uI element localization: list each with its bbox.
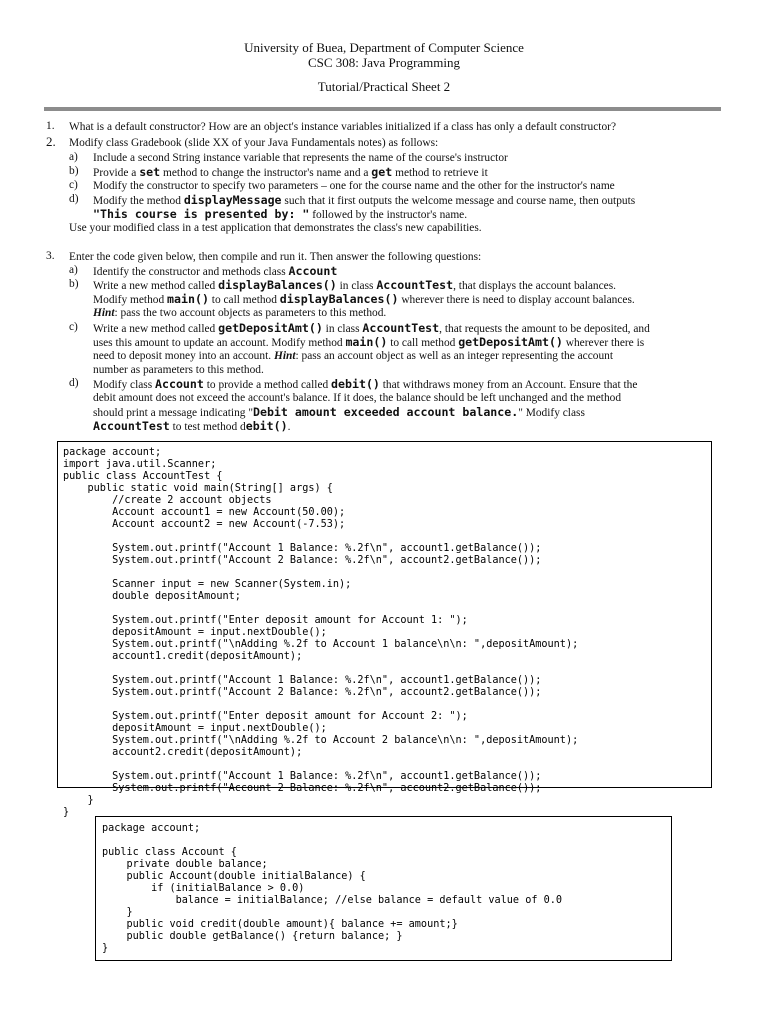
q2b-text: Provide a set method to change the instructor's name and a get method to retrieve it [93, 165, 488, 179]
q2d-text-2: "This course is presented by: " followed by the instructor's name. [93, 207, 468, 221]
q3d-text-4: AccountTest to test method debit(). [93, 419, 291, 433]
q3c-text-2: uses this amount to update an account. Modify method main() to call method getDepositAmt() wherever there is [93, 335, 645, 349]
q3-text: Enter the code given below, then compile and run it. Then answer the following questions: [69, 251, 482, 263]
q2-text: Modify class Gradebook (slide XX of your Java Fundamentals notes) as follows: [69, 137, 439, 149]
q1-number: 1. [46, 120, 55, 132]
q3c-label: c) [69, 321, 78, 333]
q3c-text: Write a new method called getDepositAmt() in class AccountTest, that requests the amount to be deposited, and [93, 321, 650, 335]
q1-text: What is a default constructor? How are an object's instance variables initialized if a class has only a default constructor? [69, 121, 617, 133]
q3b-text: Write a new method called displayBalances() in class AccountTest, that displays the account balances. [93, 278, 617, 292]
q3b-text-2: Modify method main() to call method displayBalances() wherever there is need to display account balances. [93, 292, 635, 306]
q2c-label: c) [69, 179, 78, 191]
q2a-text: Include a second String instance variable that represents the name of the course's instructor [93, 152, 508, 164]
q3-number: 3. [46, 250, 55, 262]
q2d-text: Modify the method displayMessage such that it first outputs the welcome message and course name, then outputs [93, 193, 636, 207]
q3b-text-3: Hint: pass the two account objects as parameters to this method. [93, 307, 387, 319]
q3c-text-3: need to deposit money into an account. Hint: pass an account object as well as an integer representing the account [93, 350, 614, 362]
q3c-text-4: number as parameters to this method. [93, 364, 264, 376]
course-title: CSC 308: Java Programming [307, 55, 461, 70]
account-code: package account; public class Account { private double balance; public Account(double initialBalance) { if (initialBalance > 0.0) balance = initialBalance; //else balance = default value of 0.0 } public void credit(double amount){ balance += amount;} public double getBalance() {return balance; } } [102, 823, 563, 954]
account-test-code: package account; import java.util.Scanner; public class AccountTest { public static void main(String[] args) { //create 2 account objects Account account1 = new Account(50.00); Account account2 = new Account(-7.53); System.out.printf("Account 1 Balance: %.2f\n", account1.getBalance()); System.out.printf("Account 2 Balance: %.2f\n", account2.getBalance()); Scanner input = new Scanner(System.in); double depositAmount; System.out.printf("Enter deposit amount for Account 1: "); depositAmount = input.nextDouble(); System.out.printf("\nAdding %.2f to Account 1 balance\n\n: ",depositAmount); account1.credit(depositAmount); System.out.printf("Account 1 Balance: %.2f\n", account1.getBalance()); System.out.printf("Account 2 Balance: %.2f\n", account2.getBalance()); System.out.printf("Enter deposit amount for Account 2: "); depositAmount = input.nextDouble(); System.out.printf("\nAdding %.2f to Account 2 balance\n\n: ",depositAmount); account2.credit(depositAmount); System.out.printf("Account 1 Balance: %.2f\n", account1.getBalance()); System.out.printf("Account 2 Balance: %.2f\n", account2.getBalance()); } } [63, 447, 579, 818]
q2d-label: d) [69, 193, 79, 205]
sheet-title: Tutorial/Practical Sheet 2 [317, 79, 451, 94]
q3d-text-3: should print a message indicating "Debit amount exceeded account balance." Modify class [93, 405, 585, 419]
account-code-box [95, 816, 672, 961]
q2-number: 2. [46, 134, 56, 149]
q3a-label: a) [69, 264, 78, 276]
q2c-text: Modify the constructor to specify two parameters – one for the course name and the other for the instructor's name [93, 180, 615, 192]
q3d-label: d) [69, 377, 79, 389]
q3d-text-2: debit amount does not exceed the account's balance. If it does, the balance should be left unchanged and the method [93, 392, 622, 404]
q3a-text: Identify the constructor and methods class Account [93, 264, 338, 278]
account-test-code-box [57, 441, 712, 818]
header-rule [44, 107, 721, 111]
q2-footer: Use your modified class in a test application that demonstrates the class's new capabilities. [69, 222, 482, 234]
q3b-label: b) [69, 278, 79, 290]
q3d-text: Modify class Account to provide a method called debit() that withdraws money from an Account. Ensure that the [93, 377, 638, 391]
university-title: University of Buea, Department of Computer Science [244, 40, 524, 55]
q2a-label: a) [69, 151, 78, 163]
q2b-label: b) [69, 165, 79, 177]
